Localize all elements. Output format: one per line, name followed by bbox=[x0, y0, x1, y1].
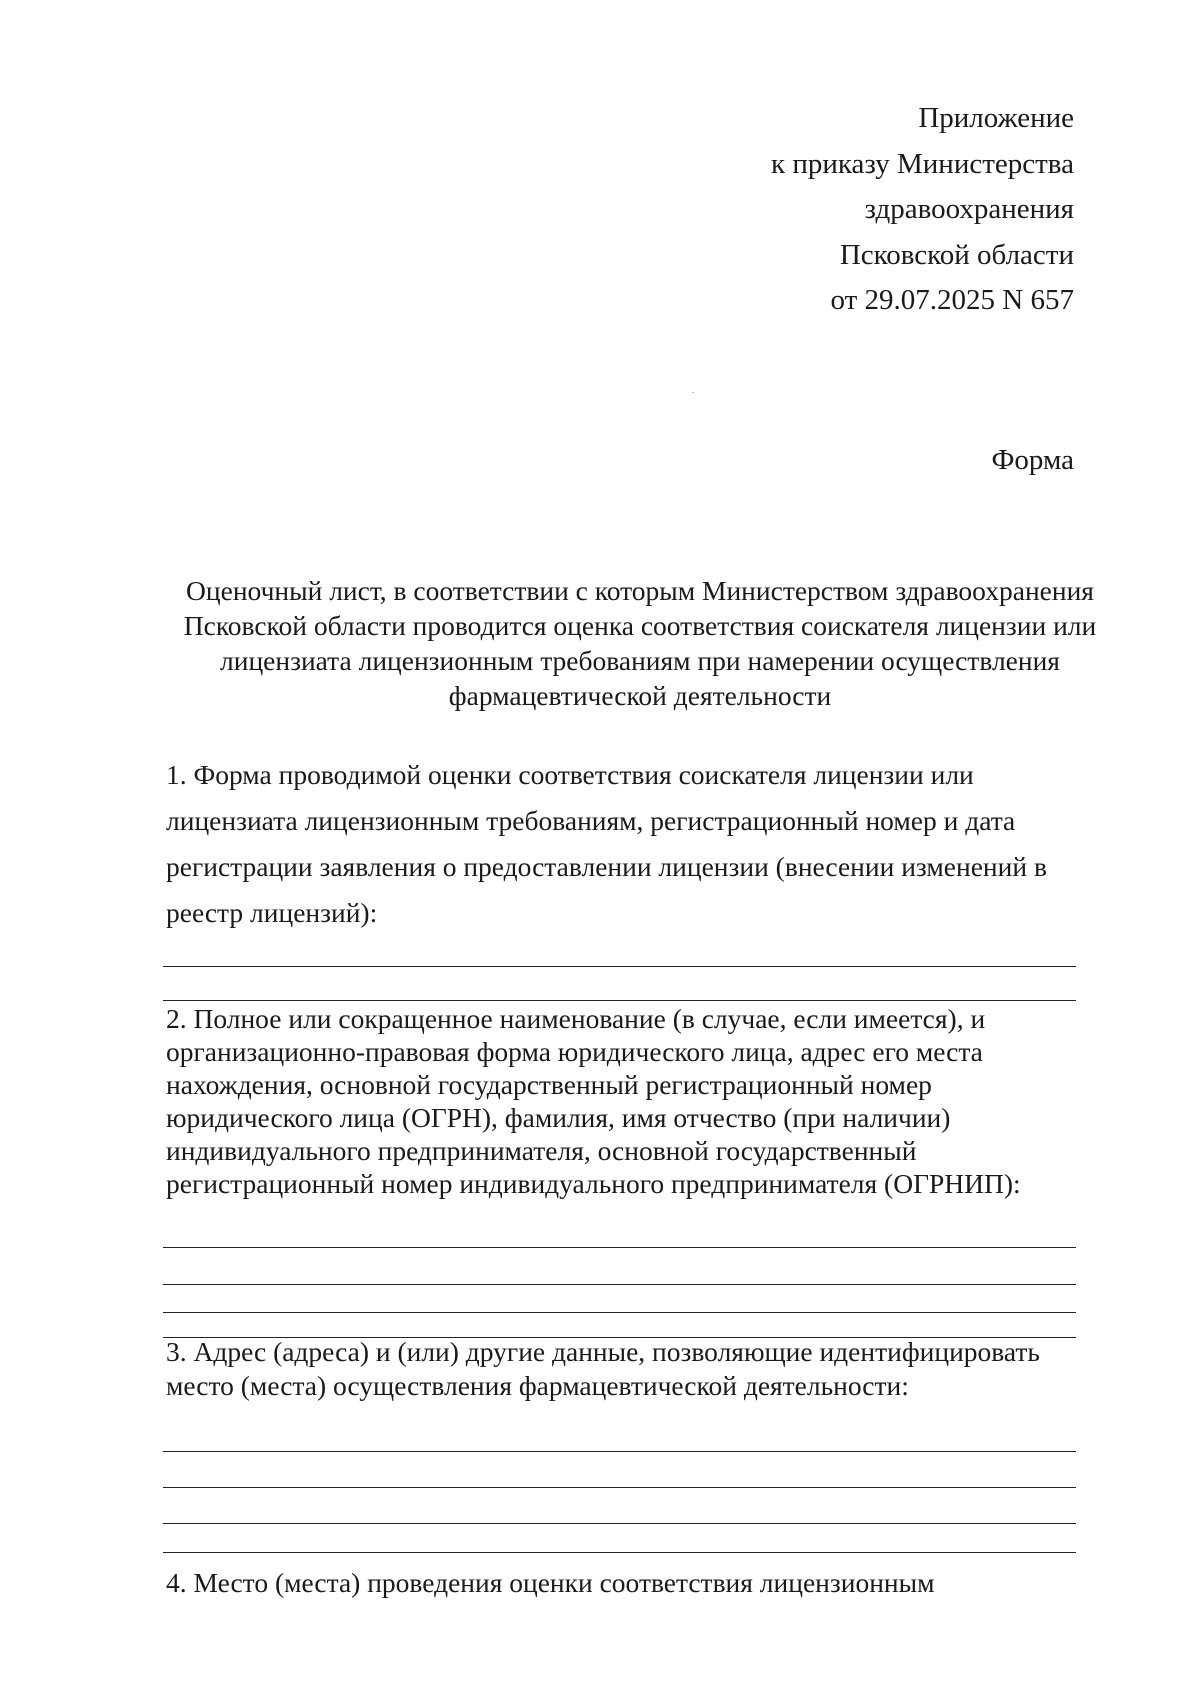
fill-in-line[interactable] bbox=[163, 966, 1076, 967]
section-line: регистрационный номер индивидуального предпринимателя (ОГРНИП): bbox=[166, 1168, 1021, 1199]
section-line: юридического лица (ОГРН), фамилия, имя отчество (при наличии) bbox=[166, 1102, 951, 1133]
fill-in-line[interactable] bbox=[163, 1247, 1076, 1248]
section-line: регистрации заявления о предоставлении лицензии (внесении изменений в bbox=[166, 851, 1047, 882]
section-line: лицензиата лицензионным требованиям, регистрационный номер и дата bbox=[166, 805, 1016, 836]
section-line: 1. Форма проводимой оценки соответствия соискателя лицензии или bbox=[166, 759, 974, 790]
scan-speck bbox=[692, 392, 694, 393]
section-line: индивидуального предпринимателя, основной государственный bbox=[166, 1135, 917, 1166]
appendix-order-date-line: от 29.07.2025 N 657 bbox=[830, 284, 1074, 316]
fill-in-line[interactable] bbox=[163, 1523, 1076, 1524]
fill-in-line[interactable] bbox=[163, 1284, 1076, 1285]
appendix-line: Приложение bbox=[918, 102, 1074, 134]
document-title bbox=[160, 573, 1120, 713]
section-line: нахождения, основной государственный регистрационный номер bbox=[166, 1069, 932, 1100]
fill-in-line[interactable] bbox=[163, 1312, 1076, 1313]
section-3 bbox=[166, 1335, 1086, 1403]
section-1 bbox=[166, 752, 1086, 936]
title-line: фармацевтической деятельности bbox=[448, 680, 832, 711]
appendix-line: Псковской области bbox=[839, 238, 1074, 271]
fill-in-line[interactable] bbox=[163, 1451, 1076, 1452]
section-line: 3. Адрес (адреса) и (или) другие данные, позволяющие идентифицировать bbox=[166, 1336, 1040, 1367]
section-line: реестр лицензий): bbox=[166, 897, 378, 928]
title-line: лицензиата лицензионным требованиям при намерении осуществления bbox=[220, 645, 1060, 676]
section-line: место (места) осуществления фармацевтической деятельности: bbox=[166, 1370, 909, 1401]
section-line: 4. Место (места) проведения оценки соответствия лицензионным bbox=[166, 1567, 935, 1598]
form-label: Форма bbox=[991, 444, 1074, 476]
section-4 bbox=[166, 1566, 1086, 1600]
title-line: Оценочный лист, в соответствии с которым Министерством здравоохранения bbox=[186, 575, 1094, 606]
section-line: 2. Полное или сокращенное наименование (в случае, если имеется), и bbox=[166, 1003, 986, 1034]
fill-in-line[interactable] bbox=[163, 1487, 1076, 1488]
appendix-line: к приказу Министерства bbox=[771, 147, 1074, 180]
title-line: Псковской области проводится оценка соответствия соискателя лицензии или bbox=[183, 610, 1097, 641]
appendix-header bbox=[771, 96, 1074, 324]
section-2 bbox=[166, 1002, 1086, 1200]
section-line: организационно-правовая форма юридического лица, адрес его места bbox=[166, 1036, 983, 1067]
appendix-line: здравоохранения bbox=[864, 193, 1074, 225]
fill-in-line[interactable] bbox=[163, 1552, 1076, 1553]
fill-in-line[interactable] bbox=[163, 1000, 1076, 1001]
